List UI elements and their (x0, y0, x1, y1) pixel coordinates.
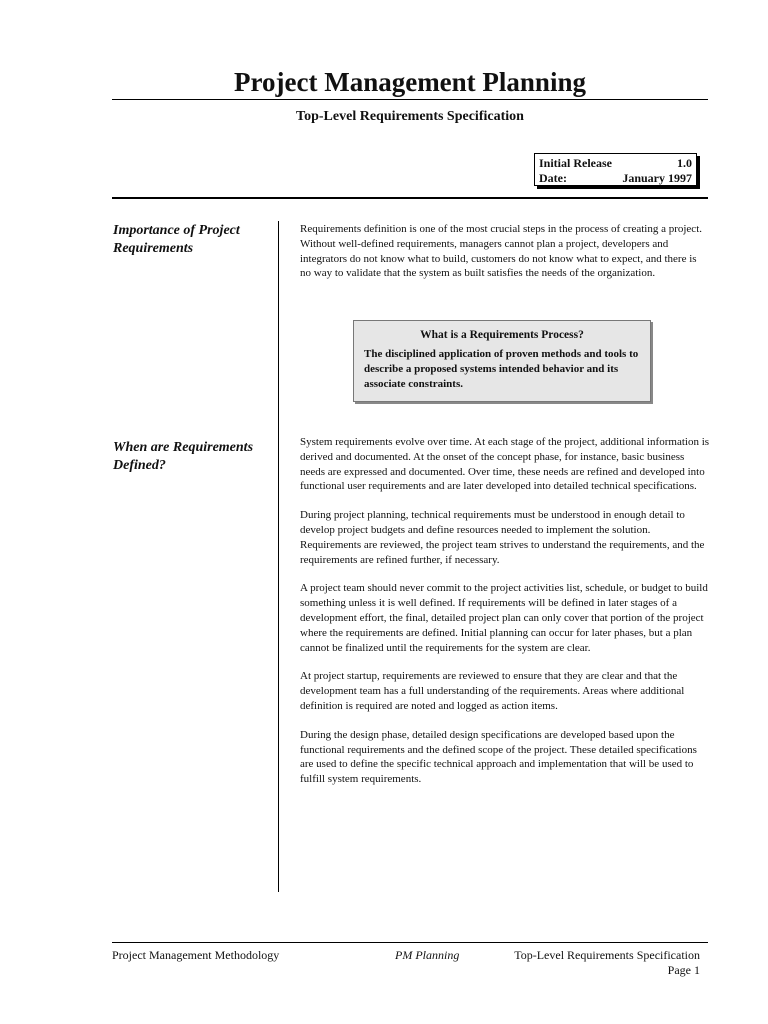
callout-title: What is a Requirements Process? (420, 329, 584, 341)
paragraph: Requirements definition is one of the most crucial steps in the process of creating a project. Without well-defined requirements, managers cannot plan a project, developers and integrators do not know what to build, customers do not know what to expect, and there is no way to validate that the system as built satisfies the needs of the organization. (300, 223, 702, 280)
date-label: Date: (539, 171, 567, 185)
paragraph: During the design phase, detailed design specifications are developed based upon the functional requirements and the defined scope of the project. These detailed specifications are used to define the specific technical approach and implementation that will be used to fulfill system requirements. (300, 728, 697, 786)
page-number: Page 1 (667, 963, 700, 977)
section-body-importance (300, 222, 710, 295)
header-divider (112, 197, 708, 199)
callout-body: The disciplined application of proven methods and tools to describe a proposed systems intended behavior and its associate constraints. (364, 348, 639, 390)
release-row (539, 156, 692, 171)
footer-right: Top-Level Requirements Specification (514, 948, 700, 962)
section-body-when-defined (300, 435, 710, 801)
column-divider (278, 221, 279, 892)
requirements-process-callout (353, 320, 651, 402)
footer-left: Project Management Methodology (112, 948, 280, 962)
date-row (539, 171, 692, 186)
paragraph: A project team should never commit to the project activities list, schedule, or budget to build something unless it is well defined. If requirements will be defined in later stages of a development effort, the final, detailed project plan can only cover that portion of the project where the requirements are defined. Initial planning can occur for later phases, but a plan cannot be finalized until the requirements for the system are clear. (300, 582, 708, 654)
section-heading-importance: Importance of Project Requirements (113, 223, 240, 256)
release-info-box (534, 153, 697, 186)
release-value: 1.0 (677, 156, 692, 170)
paragraph: At project startup, requirements are reviewed to ensure that they are clear and that the development team has a full understanding of the requirements. Areas where additional definition is required are noted and logged as action items. (300, 670, 685, 712)
page-title: Project Management Planning (234, 67, 586, 97)
paragraph: System requirements evolve over time. At each stage of the project, additional information is derived and documented. At the onset of the concept phase, for instance, basic business needs are expressed and documented. Over time, these needs are refined and developed into functional user requirements and are later developed into detailed technical specifications. (300, 436, 710, 493)
title-rule (112, 99, 708, 100)
page-subtitle: Top-Level Requirements Specification (296, 109, 524, 124)
footer-rule (112, 942, 708, 943)
release-label: Initial Release (539, 156, 612, 170)
paragraph: During project planning, technical requirements must be understood in enough detail to develop project budgets and define resources needed to implement the solution. Requirements are reviewed, the project team strives to understand the requirements, and the requirements are refined further, if necessary. (300, 509, 705, 566)
date-value: January 1997 (622, 171, 692, 185)
footer-middle: PM Planning (395, 948, 460, 962)
section-heading-when-defined: When are Requirements Defined? (113, 440, 254, 473)
